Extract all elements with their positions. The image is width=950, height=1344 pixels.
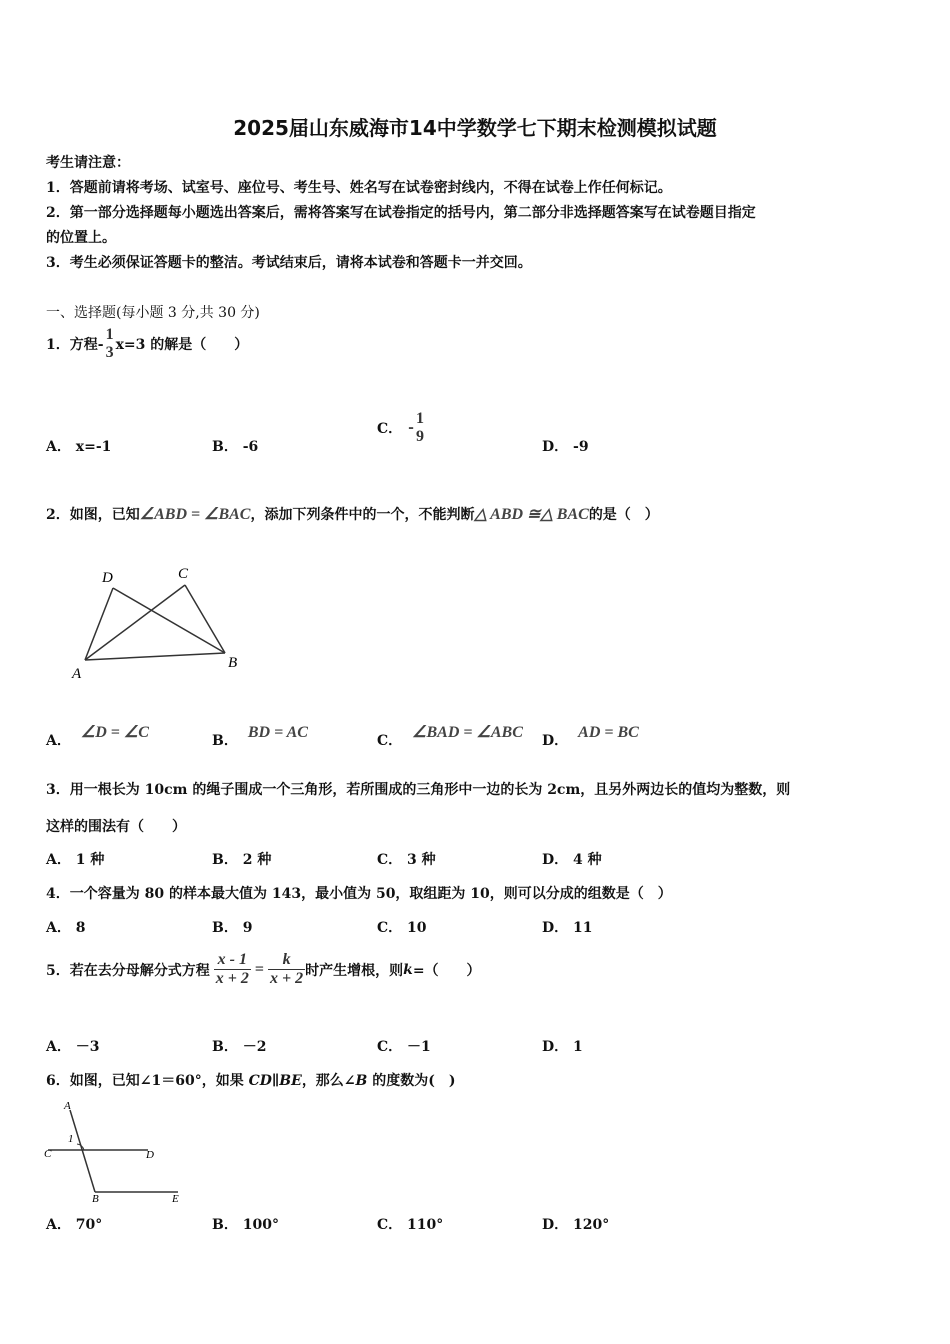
option-b[interactable]: B． －2: [212, 1039, 267, 1055]
equals-sign: =: [254, 960, 264, 978]
option-c[interactable]: C． ∠BAD = ∠ABC: [377, 724, 523, 749]
option-c[interactable]: C． - 1 9: [377, 410, 424, 445]
page-title: 2025届山东威海市14中学数学七下期末检测模拟试题: [233, 116, 717, 140]
point-label: B: [92, 1193, 99, 1205]
option-d[interactable]: D． 11: [542, 920, 593, 936]
notice-item: 2．第一部分选择题每小题选出答案后，需将答案写在试卷指定的括号内，第二部分非选择题答案写在试卷题目指定: [46, 205, 756, 221]
question-number: 5．: [46, 962, 70, 979]
question-6: 6．如图，已知∠1＝60°，如果 CD∥BE，那么∠B 的度数为( ): [46, 1073, 456, 1089]
fraction: $\frac{k}{x + 2}$: [270, 951, 304, 987]
fraction: 1 9: [415, 410, 424, 445]
notice-item: 3．考生必须保证答题卡的整洁。考试结束后，请将本试卷和答题卡一并交回。: [46, 255, 532, 271]
option-b[interactable]: B． BD = AC: [212, 724, 308, 749]
vertex-label: C: [178, 566, 189, 582]
math-expression: ∠ABD = ∠BAC: [139, 506, 251, 523]
notice-heading: 考生请注意：: [46, 155, 130, 171]
question-number: 1．: [46, 337, 70, 353]
option-a[interactable]: A． 8: [46, 920, 86, 936]
variable: k: [403, 961, 413, 978]
question-5: [46, 951, 481, 988]
option-c[interactable]: C． 3 种: [377, 852, 436, 868]
option-d[interactable]: D． AD = BC: [542, 724, 639, 749]
option-c[interactable]: C． 110°: [377, 1217, 444, 1233]
notice-item: 的位置上。: [46, 230, 116, 246]
math-expression: △ ABD ≅△ BAC: [474, 506, 589, 523]
option-b[interactable]: B． 2 种: [212, 852, 272, 868]
angle-label: 1: [68, 1133, 74, 1145]
point-label: D: [146, 1149, 154, 1161]
fraction: 1 3: [105, 326, 114, 361]
point-label: E: [172, 1193, 179, 1205]
question-number: 3．: [46, 782, 70, 798]
question-number: 2．: [46, 507, 70, 523]
question-3-line2: 这样的围法有（ ）: [46, 819, 186, 835]
option-d[interactable]: D． 4 种: [542, 852, 602, 868]
question-text: ，添加下列条件中的一个，不能判断: [250, 507, 475, 523]
notice-item: 1．答题前请将考场、试室号、座位号、考生号、姓名写在试卷密封线内，不得在试卷上作任何标记。: [46, 180, 672, 196]
option-d[interactable]: D． -9: [542, 439, 589, 455]
option-a[interactable]: A． 1 种: [46, 852, 105, 868]
question-2: [46, 504, 659, 524]
question-text: =（ ）: [412, 962, 481, 979]
option-a[interactable]: A． x=-1: [46, 439, 112, 455]
option-b[interactable]: B． 100°: [212, 1217, 279, 1233]
fraction: $\frac{x - 1}{x + 2}$: [215, 951, 249, 987]
option-a[interactable]: A． －3: [46, 1039, 100, 1055]
question-4: 4．一个容量为 80 的样本最大值为 143，最小值为 50，取组距为 10，则可以分成的组数是（ ）: [46, 886, 672, 902]
question-text: 如图，已知: [69, 507, 140, 523]
option-d[interactable]: D． 1: [542, 1039, 583, 1055]
vertex-label: D: [102, 570, 113, 586]
option-c[interactable]: C． －1: [377, 1039, 431, 1055]
option-c[interactable]: C． 10: [377, 920, 427, 936]
vertex-label: A: [72, 666, 82, 682]
triangle-figure: [60, 560, 250, 685]
parallel-lines-figure: [40, 1098, 190, 1206]
question-text: 的是（ ）: [588, 507, 659, 523]
point-label: A: [64, 1100, 71, 1112]
point-label: C: [44, 1148, 52, 1160]
question-text: 若在去分母解分式方程: [69, 962, 210, 979]
option-d[interactable]: D． 120°: [542, 1217, 610, 1233]
option-a[interactable]: A． 70°: [46, 1217, 103, 1233]
question-text: 时产生增根，则: [305, 962, 404, 979]
question-1: [46, 326, 248, 362]
section-heading: 一、选择题(每小题 3 分,共 30 分): [46, 305, 260, 321]
question-text: 方程-: [69, 337, 104, 353]
option-b[interactable]: B． 9: [212, 920, 253, 936]
question-number: 4．: [46, 886, 70, 902]
option-b[interactable]: B． -6: [212, 439, 259, 455]
vertex-label: B: [228, 655, 238, 671]
question-text: x=3 的解是（ ）: [115, 337, 249, 353]
question-3: 3．用一根长为 10cm 的绳子围成一个三角形，若所围成的三角形中一边的长为 2cm，且另外两边长的值均为整数，则: [46, 782, 791, 798]
option-a[interactable]: A． ∠D = ∠C: [46, 724, 149, 749]
